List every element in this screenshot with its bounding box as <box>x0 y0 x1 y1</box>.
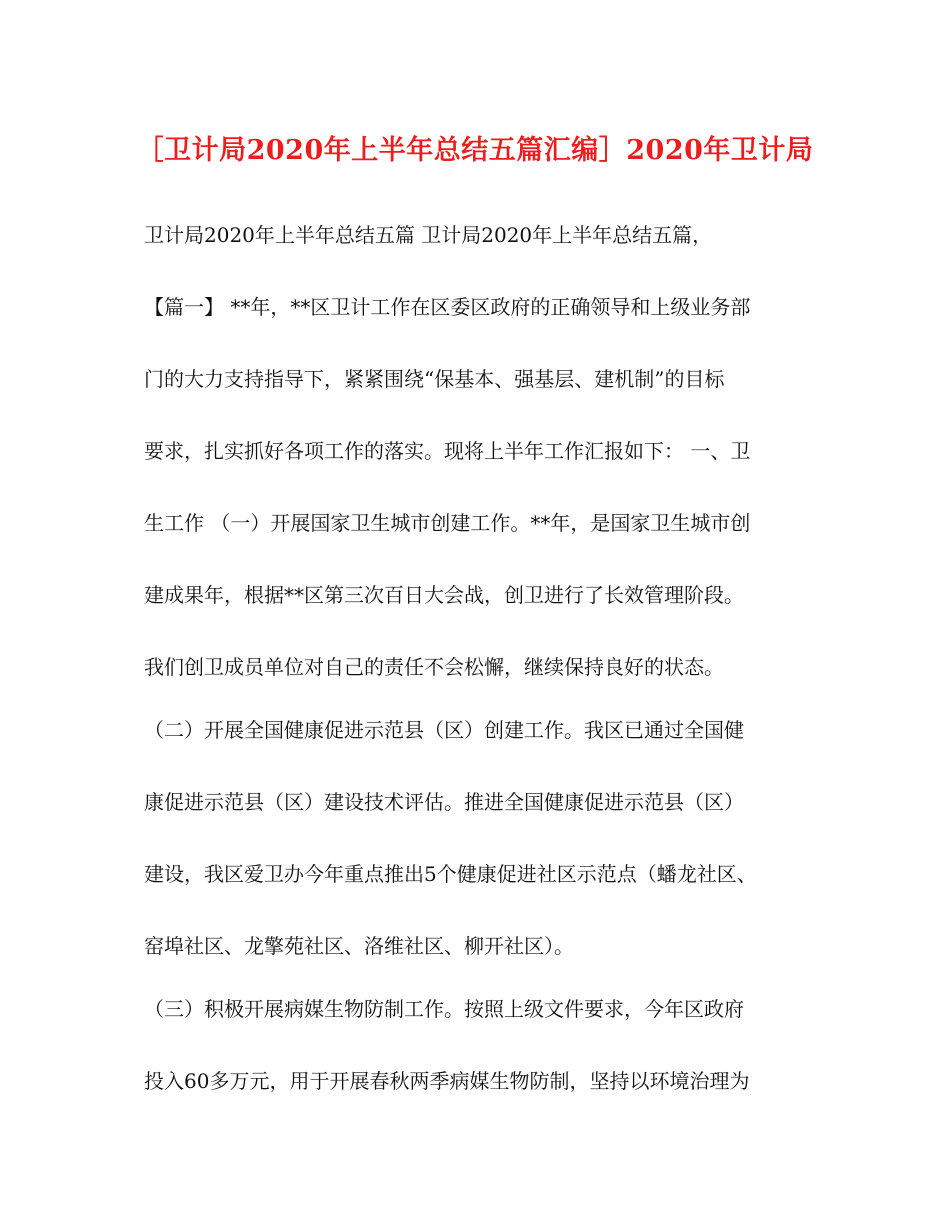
paragraph-line: 康促进示范县（区）建设技术评估。推进全国健康促进示范县（区） <box>144 790 744 814</box>
paragraph-line: 投入60多万元，用于开展春秋两季病媒生物防制，坚持以环境治理为 <box>144 1069 750 1093</box>
paragraph-line: 窑埠社区、龙擎苑社区、洛维社区、柳开社区）。 <box>144 934 574 958</box>
paragraph-line: 门的大力支持指导下，紧紧围绕“保基本、强基层、建机制”的目标 <box>144 367 725 391</box>
paragraph-line: 卫计局2020年上半年总结五篇 卫计局2020年上半年总结五篇， <box>144 223 713 247</box>
document-title: ［卫计局2020年上半年总结五篇汇编］2020年卫计局 <box>136 135 814 166</box>
paragraph-line: 建设，我区爱卫办今年重点推出5个健康促进社区示范点（蟠龙社区、 <box>144 862 757 886</box>
paragraph-line: 建成果年，根据**区第三次百日大会战，创卫进行了长效管理阶段。 <box>144 583 744 607</box>
paragraph-line: 要求，扎实抓好各项工作的落实。现将上半年工作汇报如下： 一、卫 <box>144 439 751 463</box>
paragraph-line: 生工作 （一）开展国家卫生城市创建工作。**年，是国家卫生城市创 <box>144 511 751 535</box>
paragraph-line: 我们创卫成员单位对自己的责任不会松懈，继续保持良好的状态。 <box>144 655 724 679</box>
paragraph-line: （二）开展全国健康促进示范县（区）创建工作。我区已通过全国健 <box>144 718 744 742</box>
paragraph-line: （三）积极开展病媒生物防制工作。按照上级文件要求，今年区政府 <box>144 997 744 1021</box>
paragraph-line: 【篇一】 **年，**区卫计工作在区委区政府的正确领导和上级业务部 <box>144 295 751 319</box>
